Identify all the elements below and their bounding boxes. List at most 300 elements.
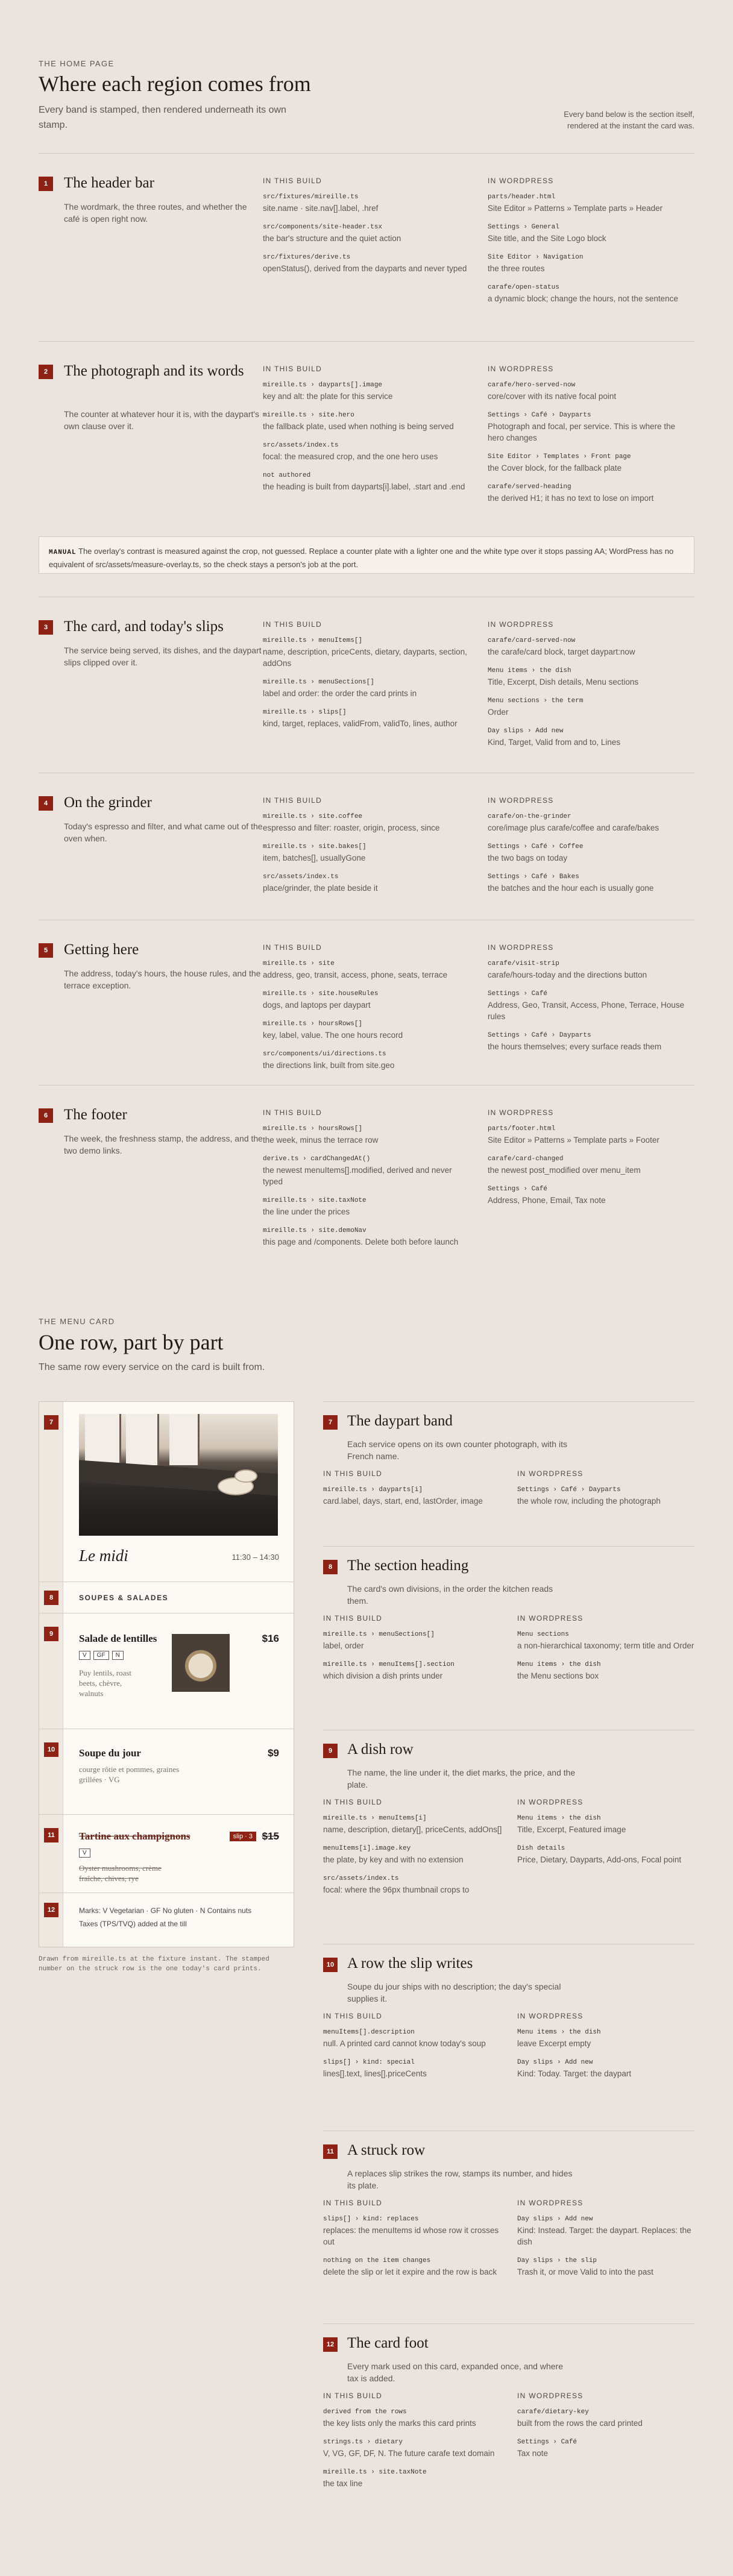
part-title: The card foot [347,2335,429,2351]
source-key: mireille.ts › dayparts[].image [263,382,383,389]
region-description: Today's espresso and filter, and what came out of the oven when. [64,821,263,843]
source-value: the bar's structure and the quiet action [263,234,401,243]
dietary-marks [79,1651,124,1660]
source-key: mireille.ts › menuSections[] [263,679,374,686]
dietary-key: Marks: V Vegetarian · GF No gluten · N Contains nuts [79,1906,252,1915]
source-key: mireille.ts › site.hero [263,412,354,419]
daypart-name: Le midi [79,1547,128,1565]
column-heading: IN WORDPRESS [517,2012,584,2020]
source-value: focal: where the 96px thumbnail crops to [323,1885,470,1894]
manual-text: The overlay's contrast is measured against the crop, not guessed. Replace a counter plate with a lighter one and the white type over it stops passing AA; WordPress has no equivalent of src/assets/measure-overlay.ts, so the check stays a person's job at the port. [49,547,674,569]
in-wordpress-column [517,1798,698,1874]
source-entry [263,380,468,402]
source-value: address, geo, transit, access, phone, seats, terrace [263,970,448,979]
source-key: slips[] › kind: replaces [323,2216,419,2223]
source-value: Site title, and the Site Logo block [488,234,606,243]
card-foot-row [39,1893,294,1948]
source-key: carafe/served-heading [488,483,571,491]
source-key: Menu sections › the term [488,697,584,705]
in-this-build-column [323,1469,504,1515]
source-key: Settings › Café › Dayparts [488,1032,591,1039]
source-value: Site Editor » Patterns » Template parts » Footer [488,1136,659,1145]
source-value: core/image plus carafe/coffee and carafe/bakes [488,823,659,832]
source-entry [517,2407,698,2429]
in-wordpress-column [488,1108,693,1214]
source-value: Address, Phone, Email, Tax note [488,1196,606,1205]
column-heading: IN WORDPRESS [517,1469,584,1478]
in-this-build-column [263,943,468,1079]
slip-stamp: slip · 3 [230,1832,256,1841]
source-key: src/components/site-header.tsx [263,224,383,231]
source-entry [323,2437,504,2459]
in-wordpress-column [517,1614,698,1690]
source-entry [488,380,693,402]
source-key: Site Editor › Navigation [488,254,584,261]
source-key: carafe/dietary-key [517,2408,589,2416]
source-entry [263,1154,468,1187]
region-description: The counter at whatever hour it is, with the daypart's own clause over it. [64,409,260,431]
source-value: lines[].text, lines[].priceCents [323,2069,427,2078]
source-value: dogs, and laptops per daypart [263,1001,371,1010]
part-10 [323,1944,694,2131]
source-value: label, order [323,1641,364,1650]
source-value: this page and /components. Delete both before launch [263,1237,459,1246]
source-key: derived from the rows [323,2408,407,2416]
source-key: Day slips › Add new [517,2216,593,2223]
dish-description: Puy lentils, roast beets, chèvre, walnuts [79,1668,132,1698]
source-entry [488,253,693,274]
source-entry [517,2437,698,2459]
source-key: mireille.ts › site.taxNote [323,2469,427,2476]
source-value: the derived H1; it has no text to lose on import [488,494,654,503]
region-number-badge: 3 [39,620,53,635]
source-value: name, description, dietary[], priceCents, addOns[] [323,1825,502,1834]
source-key: not authored [263,472,311,479]
dish-name: Salade de lentilles [79,1633,157,1644]
column-heading: IN WORDPRESS [488,177,554,185]
source-value: null. A printed card cannot know today's soup [323,2039,486,2048]
source-entry [323,2028,504,2049]
source-key: Menu items › the dish [517,1661,601,1668]
source-key: Settings › Café › Bakes [488,873,579,881]
counter-photograph [79,1414,278,1536]
regions-title: Where each region comes from [39,72,311,96]
source-entry [323,1844,504,1865]
dietary-marks [79,1849,90,1858]
dish-description: Oyster mushrooms, crème fraîche, chives, rye [79,1864,162,1883]
source-key: carafe/visit-strip [488,960,559,967]
source-key: Site Editor › Templates › Front page [488,453,631,460]
source-value: the plate, by key and with no extension [323,1855,464,1864]
source-entry [263,708,468,729]
part-7 [323,1401,694,1546]
source-key: src/assets/index.ts [263,873,339,881]
source-entry [517,2214,698,2248]
source-key: slips[] › kind: special [323,2059,415,2066]
source-value: the tax line [323,2479,363,2488]
source-key: Menu sections [517,1631,569,1638]
source-entry [323,2407,504,2429]
source-key: mireille.ts › site.taxNote [263,1197,366,1204]
row-number-badge: 11 [44,1828,58,1842]
source-key: Menu items › the dish [517,1815,601,1822]
part-number-badge: 7 [323,1415,338,1430]
column-heading: IN THIS BUILD [323,2392,383,2400]
dish-price: $16 [262,1633,279,1644]
source-entry [488,726,693,748]
source-key: mireille.ts › hoursRows[] [263,1020,363,1028]
source-value: kind, target, replaces, validFrom, validTo, lines, author [263,719,458,728]
region-title: On the grinder [64,794,152,811]
source-value: core/cover with its native focal point [488,392,617,401]
source-entry [323,2058,504,2079]
region-number-badge: 1 [39,177,53,191]
source-value: Kind: Instead. Target: the daypart. Replaces: the dish [517,2226,691,2246]
dietary-mark: N [112,1651,124,1660]
source-value: the three routes [488,264,545,273]
part-9 [323,1730,694,1944]
menu-card-caption: Drawn from mireille.ts at the fixture instant. The stamped number on the struck row is the one today's card prints. [39,1956,269,1973]
region-title: Getting here [64,941,139,958]
region-number-badge: 2 [39,365,53,379]
source-entry [323,1485,504,1507]
region-3 [39,597,694,773]
section-heading-row [39,1582,294,1613]
part-description: Every mark used on this card, expanded once, and where tax is added. [347,2361,563,2383]
source-entry [263,959,468,981]
source-key: Dish details [517,1845,565,1852]
source-key: mireille.ts › menuItems[] [263,637,363,644]
source-value: carafe/hours-today and the directions button [488,970,647,979]
part-description: A replaces slip strikes the row, stamps its number, and hides its plate. [347,2169,573,2190]
column-heading: IN THIS BUILD [263,365,322,373]
column-heading: IN WORDPRESS [488,1108,554,1117]
source-entry [263,1226,468,1248]
source-value: leave Excerpt empty [517,2039,591,2048]
in-wordpress-column [488,177,693,313]
in-this-build-column [323,1798,504,1904]
slip-written-row [39,1729,294,1814]
in-wordpress-column [488,943,693,1061]
column-heading: IN THIS BUILD [263,620,322,629]
source-key: Settings › Café › Dayparts [517,1486,621,1494]
column-heading: IN WORDPRESS [517,2392,584,2400]
source-value: V, VG, GF, DF, N. The future carafe text domain [323,2449,495,2458]
source-entry [263,471,468,492]
source-entry [263,1196,468,1217]
source-key: parts/footer.html [488,1125,556,1132]
source-entry [488,192,693,214]
column-heading: IN WORDPRESS [517,1614,584,1623]
source-key: Settings › Café [488,990,548,997]
source-value: the Menu sections box [517,1671,599,1680]
column-heading: IN THIS BUILD [263,943,322,952]
in-this-build-column [323,1614,504,1690]
source-entry [488,959,693,981]
part-number-badge: 10 [323,1958,338,1972]
source-key: menuItems[i].image.key [323,1845,411,1852]
in-wordpress-column [517,1469,698,1515]
menu-title: One row, part by part [39,1330,224,1354]
daypart-band-row [39,1402,294,1582]
part-number-badge: 12 [323,2337,338,2352]
source-value: the batches and the hour each is usually gone [488,884,654,893]
source-value: site.name · site.nav[].label, .href [263,204,379,213]
source-value: place/grinder, the plate beside it [263,884,378,893]
source-key: Settings › Café [488,1186,548,1193]
source-value: name, description, priceCents, dietary, dayparts, section, addOns [263,647,467,668]
source-value: Address, Geo, Transit, Access, Phone, Terrace, House rules [488,1001,685,1021]
source-key: mireille.ts › hoursRows[] [263,1125,363,1132]
region-2 [39,341,694,534]
source-entry [517,2028,698,2049]
in-this-build-column [323,2392,504,2498]
source-entry [263,872,468,894]
source-key: Settings › Café [517,2439,577,2446]
source-value: label and order: the order the card prints in [263,689,417,698]
source-value: Kind: Today. Target: the daypart [517,2069,632,2078]
region-description: The week, the freshness stamp, the address, and the two demo links. [64,1134,263,1155]
in-this-build-column [263,796,468,902]
menu-eyebrow: THE MENU CARD [39,1317,115,1326]
source-key: nothing on the item changes [323,2257,431,2264]
source-key: carafe/card-changed [488,1155,564,1163]
source-key: src/assets/index.ts [323,1875,399,1882]
source-key: mireille.ts › slips[] [263,709,347,716]
region-4 [39,773,694,920]
section-heading: SOUPES & SALADES [79,1594,169,1602]
row-number-badge: 7 [44,1415,58,1430]
source-value: a non-hierarchical taxonomy; term title and Order [517,1641,694,1650]
source-entry [517,1814,698,1835]
regions-intro: Every band is stamped, then rendered underneath its own stamp. [39,105,286,130]
regions-eyebrow: THE HOME PAGE [39,59,115,68]
source-entry [517,1844,698,1865]
source-entry [517,1660,698,1682]
in-this-build-column [323,2012,504,2088]
source-key: mireille.ts › menuItems[i] [323,1815,427,1822]
source-key: Menu items › the dish [488,667,571,674]
in-this-build-column [323,2199,504,2286]
source-value: Kind, Target, Valid from and to, Lines [488,738,621,747]
source-entry [488,696,693,718]
source-value: Tax note [517,2449,549,2458]
source-entry [263,677,468,699]
region-title: The card, and today's slips [64,618,224,635]
source-key: mireille.ts › site.coffee [263,813,363,820]
source-key: Settings › General [488,224,559,231]
source-key: Menu items › the dish [517,2029,601,2036]
source-key: src/fixtures/mireille.ts [263,193,359,201]
column-heading: IN THIS BUILD [263,177,322,185]
dish-price: $15 [262,1830,279,1842]
column-heading: IN THIS BUILD [263,796,322,805]
region-title: The footer [64,1107,127,1123]
source-value: Trash it, or move Valid to into the past [517,2267,653,2276]
source-value: Price, Dietary, Dayparts, Add-ons, Focal point [517,1855,682,1864]
source-entry [263,1049,468,1071]
source-value: the line under the prices [263,1207,350,1216]
source-entry [323,2256,504,2278]
source-entry [263,636,468,669]
region-6 [39,1085,694,1266]
source-entry [263,1019,468,1041]
region-5 [39,920,694,1085]
source-entry [263,192,468,214]
source-entry [488,1184,693,1206]
source-value: a dynamic block; change the hours, not the sentence [488,294,678,303]
part-8 [323,1546,694,1730]
column-heading: IN WORDPRESS [488,796,554,805]
source-entry [488,1124,693,1146]
part-title: A dish row [347,1741,414,1758]
source-entry [488,410,693,444]
dish-name: Soupe du jour [79,1747,141,1759]
menu-intro: The same row every service on the card is built from. [39,1362,265,1372]
dish-description: courge rôtie et pommes, graines grillées · VG [79,1765,180,1784]
region-description: The wordmark, the three routes, and whether the café is open right now. [64,202,247,224]
menu-card [39,1401,294,1947]
region-description: The address, today's hours, the house rules, and the terrace exception. [64,969,261,990]
in-wordpress-column [488,620,693,756]
source-value: the fallback plate, used when nothing is being served [263,422,454,431]
part-description: The card's own divisions, in the order the kitchen reads them. [347,1584,553,1606]
part-title: A row the slip writes [347,1955,473,1971]
source-key: mireille.ts › site [263,960,335,967]
source-value: Title, Excerpt, Dish details, Menu sections [488,677,639,686]
source-entry [517,2058,698,2079]
source-value: item, batches[], usuallyGone [263,853,366,862]
source-value: the week, minus the terrace row [263,1136,379,1145]
source-key: src/assets/index.ts [263,442,339,449]
row-number-badge: 8 [44,1591,58,1605]
source-entry [263,253,468,274]
source-value: built from the rows the card printed [517,2419,643,2428]
source-entry [488,812,693,834]
column-heading: IN THIS BUILD [323,2012,383,2020]
source-key: parts/header.html [488,193,556,201]
column-heading: IN WORDPRESS [488,365,554,373]
source-value: Order [488,708,509,717]
source-key: mireille.ts › site.demoNav [263,1227,366,1234]
source-value: Title, Excerpt, Featured image [517,1825,626,1834]
source-key: carafe/open-status [488,284,559,291]
source-entry [263,989,468,1011]
column-heading: IN WORDPRESS [488,620,554,629]
source-value: key, label, value. The one hours record [263,1031,403,1040]
source-value: Site Editor » Patterns » Template parts » Header [488,204,663,213]
source-value: card.label, days, start, end, lastOrder, image [323,1497,483,1506]
dietary-mark: V [79,1849,90,1858]
part-title: The daypart band [347,1413,453,1429]
source-value: the newest menuItems[].modified, derived and never typed [263,1166,452,1186]
dish-name: Tartine aux champignons [79,1830,190,1842]
source-value: espresso and filter: roaster, origin, process, since [263,823,440,832]
part-title: The section heading [347,1557,469,1574]
source-key: mireille.ts › dayparts[i] [323,1486,423,1494]
source-key: src/components/ui/directions.ts [263,1051,386,1058]
column-heading: IN WORDPRESS [517,2199,584,2207]
source-key: mireille.ts › site.bakes[] [263,843,366,850]
regions-side-note: Every band below is the section itself, rendered at the instant the card was. [564,110,694,130]
source-entry [323,2214,504,2248]
source-entry [488,482,693,504]
source-entry [323,1630,504,1651]
row-number-badge: 10 [44,1742,58,1757]
in-wordpress-column [517,2012,698,2088]
column-heading: IN THIS BUILD [323,1798,383,1806]
source-key: mireille.ts › site.houseRules [263,990,379,997]
source-entry [488,1154,693,1176]
row-number-badge: 9 [44,1627,58,1641]
source-entry [323,1874,504,1896]
tax-note: Taxes (TPS/TVQ) added at the till [79,1920,187,1928]
in-this-build-column [263,1108,468,1256]
region-1 [39,153,694,341]
column-heading: IN THIS BUILD [323,1469,383,1478]
region-description: The service being served, its dishes, and the daypart slips clipped over it. [64,646,262,667]
content [39,0,694,2576]
dish-price: $9 [268,1747,279,1759]
source-entry [263,410,468,432]
in-wordpress-column [488,365,693,512]
part-description: The name, the line under it, the diet marks, the price, and the plate. [347,1768,576,1789]
dietary-mark: V [79,1651,90,1660]
source-entry [517,2256,698,2278]
in-wordpress-column [488,796,693,902]
source-key: derive.ts › cardChangedAt() [263,1155,371,1163]
source-value: replaces: the menuItems id whose row it crosses out [323,2226,499,2246]
source-entry [263,222,468,244]
source-key: menuItems[].description [323,2029,415,2036]
part-number-badge: 9 [323,1744,338,1758]
source-value: the key lists only the marks this card prints [323,2419,476,2428]
source-key: Day slips › Add new [488,727,564,735]
source-key: src/fixtures/derive.ts [263,254,351,261]
column-heading: IN WORDPRESS [488,943,554,952]
in-this-build-column [263,620,468,738]
source-value: the heading is built from dayparts[i].label, .start and .end [263,482,465,491]
source-value: the whole row, including the photograph [517,1497,661,1506]
column-heading: IN THIS BUILD [323,1614,383,1623]
source-entry [263,1124,468,1146]
source-entry [488,842,693,864]
part-description: Soupe du jour ships with no description; the day's special supplies it. [347,1982,561,2003]
source-key: carafe/card-served-now [488,637,576,644]
source-entry [488,222,693,244]
source-value: the Cover block, for the fallback plate [488,463,622,473]
region-number-badge: 5 [39,943,53,958]
source-value: the two bags on today [488,853,568,862]
source-entry [517,1630,698,1651]
source-entry [488,872,693,894]
source-value: the directions link, built from site.geo [263,1061,395,1070]
source-value: the hours themselves; every surface reads them [488,1042,662,1051]
source-value: which division a dish prints under [323,1671,443,1680]
part-11 [323,2131,694,2323]
part-number-badge: 8 [323,1560,338,1574]
source-value: key and alt: the plate for this service [263,392,393,401]
part-12 [323,2323,694,2522]
in-this-build-column [263,177,468,283]
source-entry [323,2468,504,2489]
source-value: Photograph and focal, per service. This is where the hero changes [488,422,676,442]
source-entry [517,1485,698,1507]
source-entry [263,441,468,462]
dish-thumbnail [172,1634,230,1692]
manual-label: MANUAL [49,549,77,556]
region-title: The photograph and its words [64,363,244,379]
